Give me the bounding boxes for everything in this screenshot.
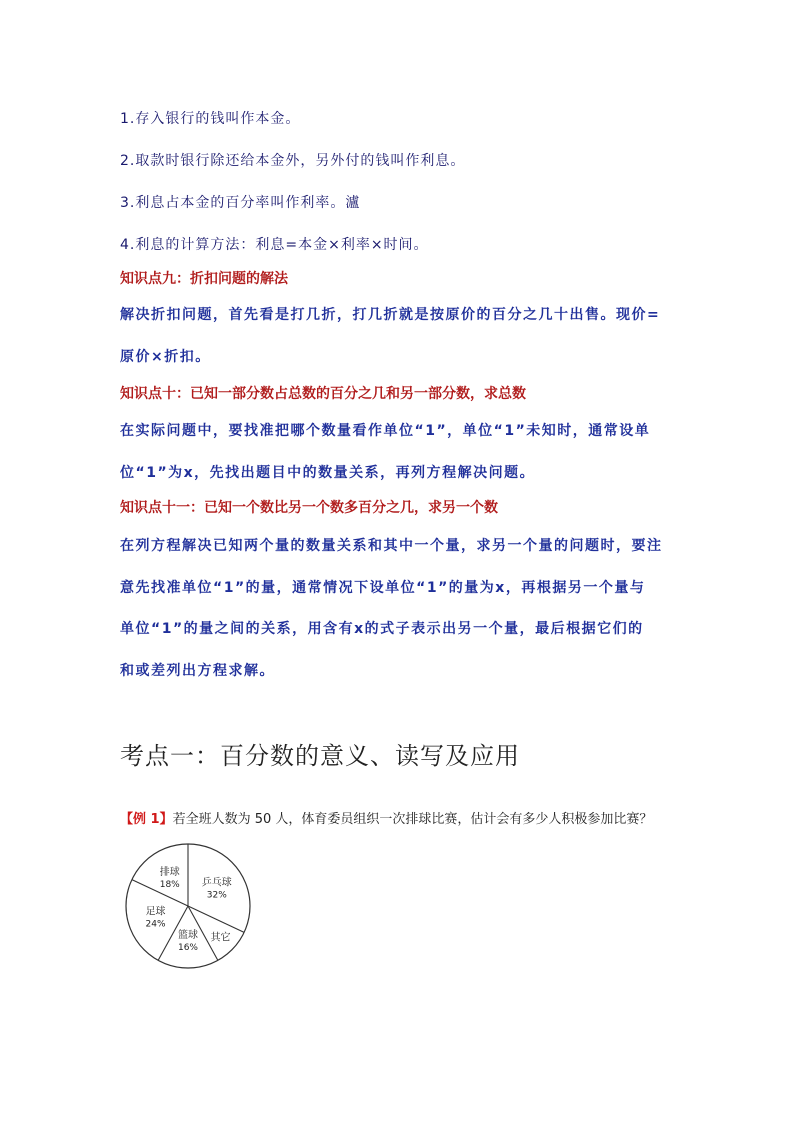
pie-label-3: 足球: [145, 906, 166, 918]
text-line-1: 1.存入银行的钱叫作本金。: [120, 111, 301, 127]
paragraph-point-11-d: 和或差列出方程求解。: [120, 663, 275, 679]
pie-percent-4: 18%: [159, 880, 180, 891]
example-text: 若全班人数为 50 人，体育委员组织一次排球比赛，估计会有多少人积极参加比赛？: [172, 812, 653, 827]
pie-chart: [120, 838, 256, 974]
pie-label-4: 排球: [159, 867, 180, 879]
example-question: [120, 808, 652, 827]
paragraph-point-11-a: 在列方程解决已知两个量的数量关系和其中一个量，求另一个量的问题时，要注: [120, 538, 663, 554]
text-line-2: 2.取款时银行除还给本金外，另外付的钱叫作利息。: [120, 153, 466, 169]
heading-point-9: 知识点九：折扣问题的解法: [120, 271, 288, 287]
pie-label-1: 其它: [210, 932, 231, 944]
paragraph-point-9-a: 解决折扣问题，首先看是打几折，打几折就是按原价的百分之几十出售。现价=: [120, 307, 661, 323]
pie-percent-0: 32%: [206, 890, 227, 901]
pie-percent-3: 24%: [145, 919, 166, 930]
paragraph-point-9-b: 原价×折扣。: [120, 349, 211, 365]
paragraph-point-11-b: 意先找准单位“1”的量，通常情况下设单位“1”的量为x，再根据另一个量与: [120, 580, 646, 596]
pie-label-0: 乒乓球: [201, 877, 232, 889]
text-line-4: 4.利息的计算方法：利息=本金×利率×时间。: [120, 237, 429, 253]
section-title: 考点一：百分数的意义、读写及应用: [120, 742, 520, 770]
paragraph-point-10-b: 位“1”为x，先找出题目中的数量关系，再列方程解决问题。: [120, 465, 536, 481]
paragraph-point-11-c: 单位“1”的量之间的关系，用含有x的式子表示出另一个量，最后根据它们的: [120, 621, 644, 637]
pie-percent-2: 16%: [177, 943, 199, 954]
paragraph-point-10-a: 在实际问题中，要找准把哪个数量看作单位“1”，单位“1”未知时，通常设单: [120, 423, 651, 439]
example-tag: 【例 1】: [120, 812, 173, 827]
pie-label-2: 篮球: [178, 930, 198, 942]
heading-point-10: 知识点十：已知一部分数占总数的百分之几和另一部分数，求总数: [120, 386, 526, 402]
text-line-3: 3.利息占本金的百分率叫作利率。瀘: [120, 195, 361, 211]
heading-point-11: 知识点十一：已知一个数比另一个数多百分之几，求另一个数: [120, 500, 498, 516]
